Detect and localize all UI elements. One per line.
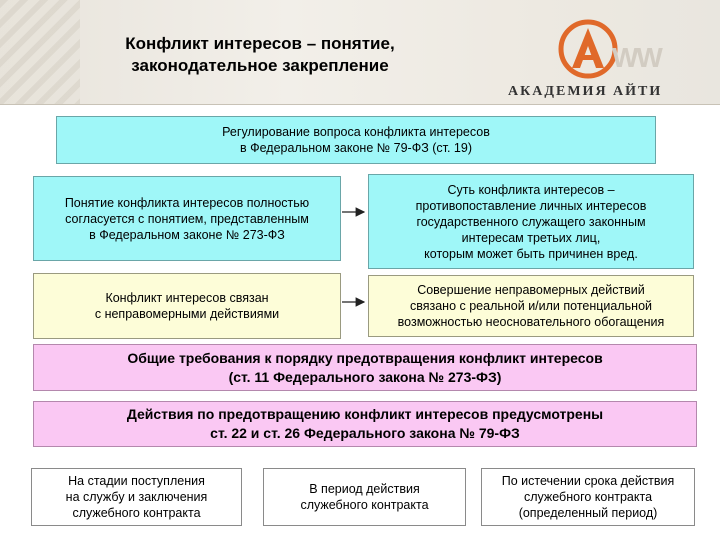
illegal-line-1: Конфликт интересов связан [105, 291, 269, 305]
stage-expiry-line-2: служебного контракта [523, 490, 653, 504]
stage-expiry-box [481, 468, 695, 526]
essence-line-5: которым может быть причинен вред. [424, 246, 638, 261]
concept-line-2: согласуется с понятием, представленным [65, 211, 309, 226]
concept-box [33, 176, 341, 261]
general-requirements-box [33, 344, 697, 391]
enrichment-line-2: связано с реальной и/или потенциальной [409, 299, 653, 313]
stage-entry-box [31, 468, 242, 526]
enrichment-line-3: возможностью неосновательного обогащения [397, 315, 665, 329]
general-line-2: (ст. 11 Федерального закона № 273-ФЗ) [228, 368, 502, 385]
stage-entry-line-2: на службу и заключения [65, 490, 208, 504]
enrichment-box [368, 275, 694, 337]
essence-line-4: интересам третьих лиц, [461, 230, 601, 245]
prevention-line-2: ст. 22 и ст. 26 Федерального закона № 79-ФЗ [210, 425, 520, 441]
illegal-actions-box [33, 273, 341, 339]
stage-entry-line-3: служебного контракта [72, 506, 201, 520]
regulation-box [56, 116, 656, 164]
regulation-line-2: в Федеральном законе № 79-ФЗ (ст. 19) [240, 141, 472, 155]
stage-expiry-line-3: (определенный период) [518, 506, 658, 520]
essence-box [368, 174, 694, 269]
prevention-actions-box [33, 401, 697, 447]
title-line-2: законодательное закрепление [131, 56, 389, 75]
stage-contract-line-2: служебного контракта [300, 498, 429, 512]
general-line-1: Общие требования к порядку предотвращения конфликт интересов [127, 349, 603, 366]
essence-line-1: Суть конфликта интересов – [447, 182, 615, 197]
concept-line-3: в Федеральном законе № 273-ФЗ [89, 227, 285, 242]
stage-contract-line-1: В период действия [309, 482, 420, 496]
stage-entry-line-1: На стадии поступления [68, 474, 205, 488]
stage-expiry-line-1: По истечении срока действия [501, 474, 675, 488]
essence-line-3: государственного служащего законным [416, 214, 646, 229]
essence-line-2: противопоставление личных интересов [415, 198, 647, 213]
logo-text: АКАДЕМИЯ АЙТИ [508, 84, 663, 99]
concept-line-1: Понятие конфликта интересов полностью [64, 195, 310, 210]
logo-ww-mark: WW [612, 42, 661, 73]
stage-contract-box [263, 468, 466, 526]
regulation-line-1: Регулирование вопроса конфликта интересов [222, 125, 490, 139]
prevention-line-1: Действия по предотвращению конфликт интересов предусмотрены [126, 406, 604, 422]
illegal-line-2: с неправомерными действиями [94, 307, 280, 321]
enrichment-line-1: Совершение неправомерных действий [417, 283, 645, 297]
title-line-1: Конфликт интересов – понятие, [125, 34, 395, 53]
